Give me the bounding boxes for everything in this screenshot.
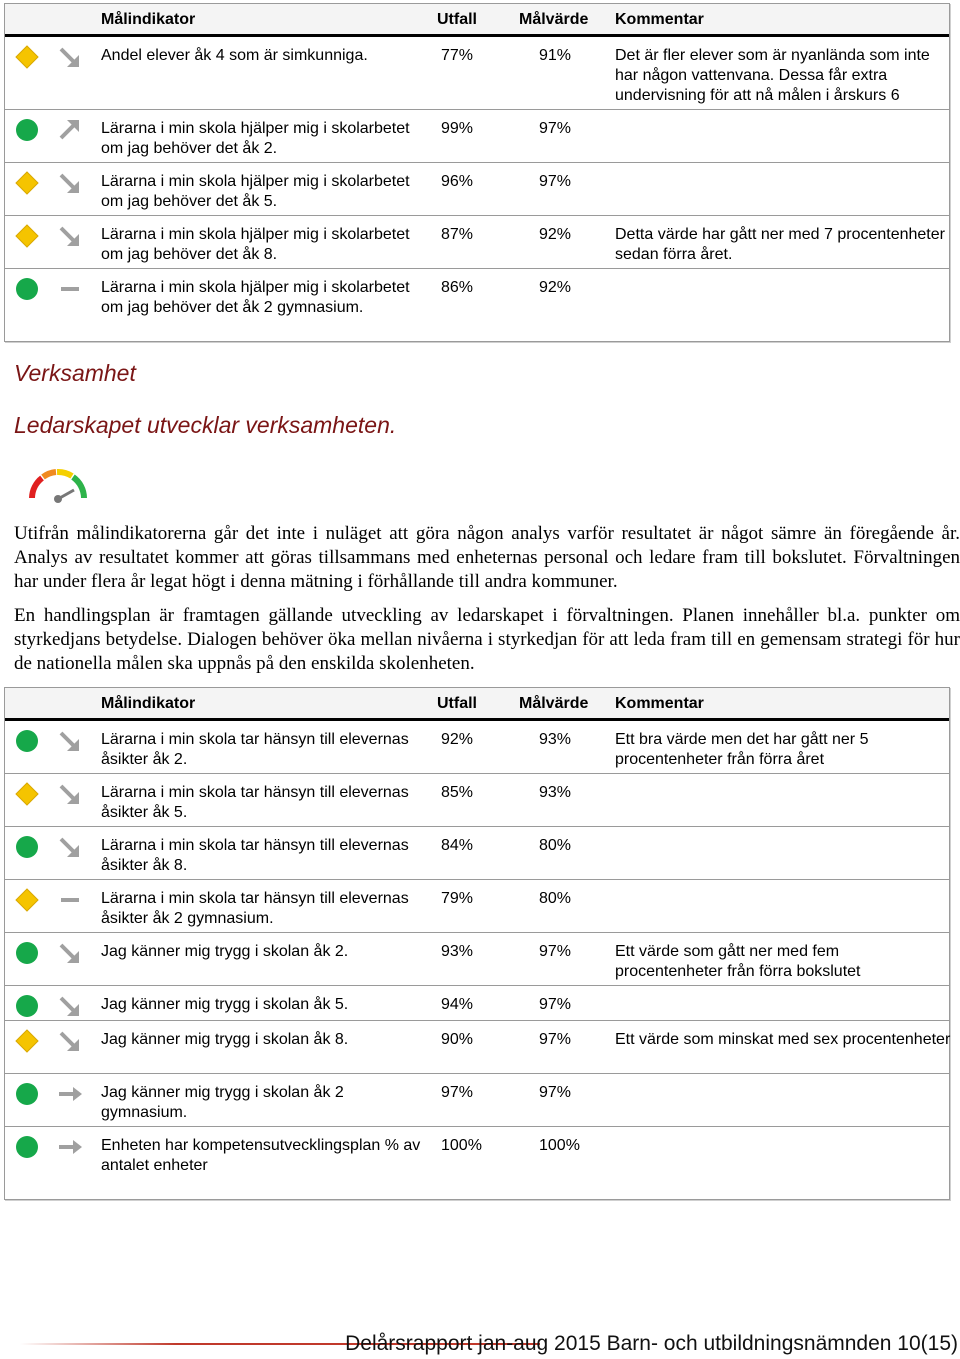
target-value: 80% — [539, 890, 572, 907]
paragraph-2: En handlingsplan är framtagen gällande utveckling av ledarskapet i förvaltningen. Planen innehåller bl.a. punkter om styrkedjans betydelse. Dialogen behöver öka mellan nivåerna i styrkedjan för att leda fram till en gemensam strategi för hur de nationella målen ska uppnås på den enskilda skolenheten. — [14, 605, 960, 674]
table-body — [5, 37, 949, 341]
header-target: Målvärde — [519, 11, 589, 28]
outcome-value: 93% — [441, 943, 474, 960]
status-warning-icon — [15, 171, 39, 195]
indicator-text: Jag känner mig trygg i skolan åk 8. — [101, 1031, 349, 1048]
arrow-down-right-icon — [57, 941, 83, 965]
dash-icon — [57, 888, 83, 912]
table-row — [5, 721, 949, 773]
target-value: 97% — [539, 1084, 572, 1101]
indicator-text: Jag känner mig trygg i skolan åk 2. — [101, 943, 349, 960]
indicator-text: Lärarna i min skola hjälper mig i skolarbetet om jag behöver det åk 2 gymnasium. — [101, 279, 410, 316]
target-value: 91% — [539, 47, 572, 64]
table-header — [5, 4, 949, 37]
status-ok-icon — [15, 729, 39, 753]
outcome-value: 92% — [441, 731, 474, 748]
arrow-down-right-icon — [57, 1029, 83, 1053]
target-value: 97% — [539, 120, 572, 137]
outcome-value: 97% — [441, 1084, 474, 1101]
indicator-text: Lärarna i min skola hjälper mig i skolarbetet om jag behöver det åk 5. — [101, 173, 410, 210]
target-value: 97% — [539, 173, 572, 190]
header-indicator: Målindikator — [101, 11, 196, 28]
indicator-text: Lärarna i min skola tar hänsyn till elevernas åsikter åk 8. — [101, 837, 409, 874]
status-warning-icon — [15, 45, 39, 69]
target-value: 97% — [539, 996, 572, 1013]
outcome-value: 99% — [441, 120, 474, 137]
status-warning-icon — [15, 224, 39, 248]
status-ok-icon — [15, 1135, 39, 1159]
status-ok-icon — [15, 994, 39, 1018]
table-row — [5, 1020, 949, 1073]
table-row — [5, 932, 949, 985]
target-value: 92% — [539, 226, 572, 243]
status-ok-icon — [15, 118, 39, 142]
table-row — [5, 773, 949, 826]
outcome-value: 77% — [441, 47, 474, 64]
target-value: 100% — [539, 1137, 580, 1154]
comment-text: Det är fler elever som är nyanlända som inte har någon vattenvana. Dessa får extra undervisning för att nå målen i årskurs 6 — [615, 47, 930, 104]
arrow-down-right-icon — [57, 224, 83, 248]
table-row — [5, 215, 949, 268]
arrow-down-right-icon — [57, 729, 83, 753]
arrow-down-right-icon — [57, 994, 83, 1018]
arrow-down-right-icon — [57, 171, 83, 195]
target-value: 97% — [539, 943, 572, 960]
comment-text: Ett värde som gått ner med fem procentenheter från förra bokslutet — [615, 943, 861, 980]
outcome-value: 96% — [441, 173, 474, 190]
paragraph-1: Utifrån målindikatorerna går det inte i nuläget att göra någon analys varför resultatet är något sämre än föregående år. Analys av resultatet kommer att göras tillsammans med enheternas personal och ledare fram till bokslutet. Förvaltningen har under flera år legat högt i denna mätning i förhållande till andra kommuner. — [14, 523, 960, 592]
outcome-value: 87% — [441, 226, 474, 243]
arrow-down-right-icon — [57, 45, 83, 69]
table-row — [5, 1126, 949, 1199]
table-header — [5, 688, 949, 721]
arrow-right-icon — [57, 1082, 83, 1106]
target-value: 97% — [539, 1031, 572, 1048]
outcome-value: 86% — [441, 279, 474, 296]
indicator-text: Enheten har kompetensutvecklingsplan % av antalet enheter — [101, 1137, 421, 1174]
indicator-text: Jag känner mig trygg i skolan åk 2 gymnasium. — [101, 1084, 344, 1121]
status-ok-icon — [15, 1082, 39, 1106]
outcome-value: 79% — [441, 890, 474, 907]
outcome-value: 100% — [441, 1137, 482, 1154]
status-ok-icon — [15, 835, 39, 859]
status-warning-icon — [15, 782, 39, 806]
header-outcome: Utfall — [437, 11, 477, 28]
indicator-table-2 — [4, 687, 950, 1200]
comment-text: Ett bra värde men det har gått ner 5 procentenheter från förra året — [615, 731, 869, 768]
sub-heading: Ledarskapet utvecklar verksamheten. — [14, 412, 397, 438]
table-row — [5, 109, 949, 162]
table-row — [5, 162, 949, 215]
target-value: 92% — [539, 279, 572, 296]
outcome-value: 84% — [441, 837, 474, 854]
table-body — [5, 721, 949, 1199]
table-row — [5, 268, 949, 341]
target-value: 93% — [539, 784, 572, 801]
outcome-value: 90% — [441, 1031, 474, 1048]
arrow-down-right-icon — [57, 835, 83, 859]
comment-text: Ett värde som minskat med sex procentenheter — [615, 1031, 951, 1048]
status-warning-icon — [15, 1029, 39, 1053]
header-indicator: Målindikator — [101, 695, 196, 712]
header-outcome: Utfall — [437, 695, 477, 712]
indicator-text: Lärarna i min skola tar hänsyn till elevernas åsikter åk 2 gymnasium. — [101, 890, 409, 927]
section-heading: Verksamhet — [14, 360, 136, 386]
page-footer: Delårsrapport jan-aug 2015 Barn- och utbildningsnämnden 10(15) — [345, 1332, 958, 1355]
arrow-down-right-icon — [57, 782, 83, 806]
indicator-text: Lärarna i min skola tar hänsyn till elevernas åsikter åk 5. — [101, 784, 409, 821]
header-comment: Kommentar — [615, 11, 704, 28]
arrow-up-right-icon — [57, 118, 83, 142]
table-row — [5, 985, 949, 1020]
header-target: Målvärde — [519, 695, 589, 712]
table-row — [5, 37, 949, 109]
indicator-text: Lärarna i min skola tar hänsyn till elevernas åsikter åk 2. — [101, 731, 409, 768]
status-ok-icon — [15, 277, 39, 301]
target-value: 80% — [539, 837, 572, 854]
table-row — [5, 826, 949, 879]
indicator-text: Lärarna i min skola hjälper mig i skolarbetet om jag behöver det åk 8. — [101, 226, 410, 263]
table-row — [5, 879, 949, 932]
outcome-value: 85% — [441, 784, 474, 801]
status-ok-icon — [15, 941, 39, 965]
status-warning-icon — [15, 888, 39, 912]
comment-text: Detta värde har gått ner med 7 procentenheter sedan förra året. — [615, 226, 945, 263]
indicator-text: Lärarna i min skola hjälper mig i skolarbetet om jag behöver det åk 2. — [101, 120, 410, 157]
table-row — [5, 1073, 949, 1126]
dash-icon — [57, 277, 83, 301]
indicator-text: Jag känner mig trygg i skolan åk 5. — [101, 996, 349, 1013]
arrow-right-icon — [57, 1135, 83, 1159]
outcome-value: 94% — [441, 996, 474, 1013]
indicator-table-1 — [4, 3, 950, 342]
gauge-icon — [26, 466, 90, 506]
indicator-text: Andel elever åk 4 som är simkunniga. — [101, 47, 368, 64]
target-value: 93% — [539, 731, 572, 748]
header-comment: Kommentar — [615, 695, 704, 712]
